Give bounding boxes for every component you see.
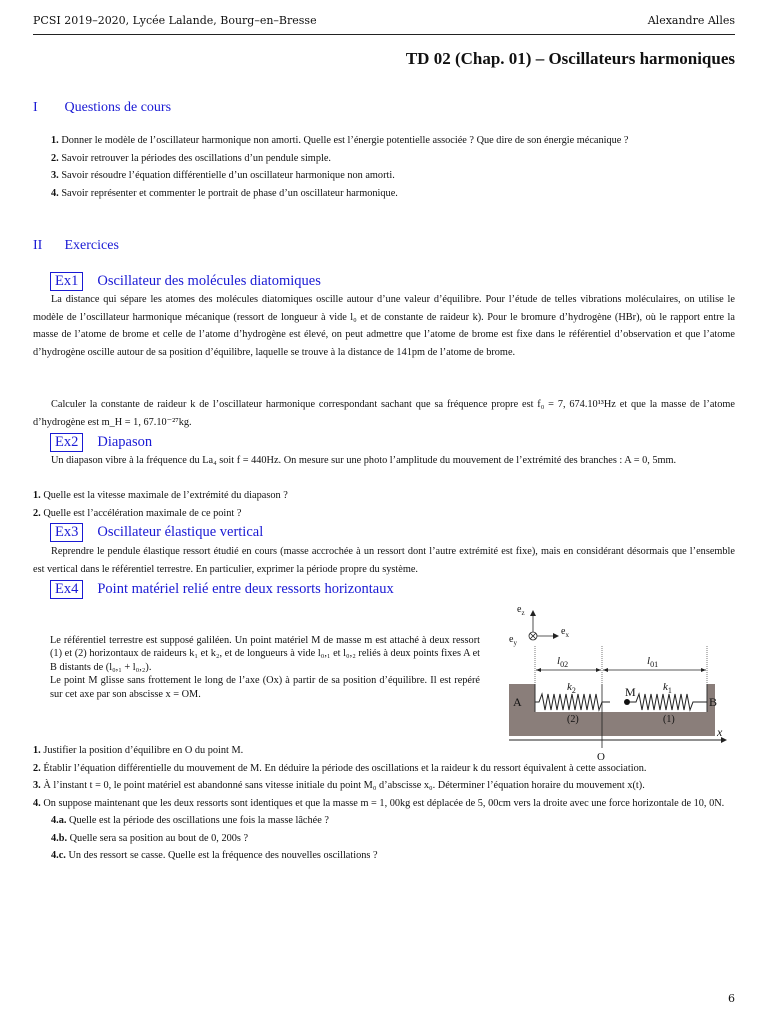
document-title: TD 02 (Chap. 01) – Oscillateurs harmoniques [405,49,735,68]
exercise-tag: Ex3 [50,523,83,542]
ex4-statement [50,634,480,701]
item-number: 3. [33,780,41,791]
item-number: 2. [51,152,59,164]
ez-label: e [517,604,522,615]
item-text: Donner le modèle de l’oscillateur harmonique non amorti. Quelle est l’énergie potentielle associée ? Que dire de son énergie mécanique ? [61,135,629,146]
question-item [33,505,735,523]
exercise-heading-ex3 [50,523,263,542]
question-item [33,777,735,795]
svg-text:k1 [663,681,672,695]
mass-point [624,699,630,705]
item-text: Quelle est l’accélération maximale de ce point ? [43,507,242,519]
ex1-statement: La distance qui sépare les atomes des molécules diatomiques oscille autour d’une valeur d’équilibre. Pour l’étude de telles vibrations moléculaires, on utilise le modèle de l’oscillateur harmonique mécanique (ressort de longueur à vide l₀ et de constante de raideur k). Pour le bromure d’hydrogène (HBr), où le rapport entre la masse de l’atome de brome et celle de l’atome d’hydrogène est élevé, on peut admettre que l’atome de brome est fixe dans le référentiel d’observation et que l’atome d’hydrogène oscille autour de sa position d’équilibre, laquelle se trouve à la distance de 141pm de l’atome de brome. [33,294,735,358]
item-text: On suppose maintenant que les deux ressorts sont identiques et que la masse m = 1, 00kg est déplacée de 5, 00cm vers la droite avec une force horizontale de 10, 0N. [43,797,725,809]
item-text: Quelle sera sa position au bout de 0, 200s ? [69,832,249,844]
exercise-title: Point matériel relié entre deux ressorts horizontaux [97,581,394,597]
exercise-tag: Ex2 [50,433,83,452]
item-number: 4.c. [51,850,66,861]
question-item [33,760,735,778]
item-number: 4. [51,187,59,199]
item-number: 2. [33,507,41,519]
ez-subscript: z [521,609,525,617]
mass-label: M [625,685,636,699]
section-heading-exercices [33,238,119,254]
item-number: 2. [33,762,41,774]
origin-label: O [597,751,605,763]
k2-label: k [567,681,572,693]
x-axis-label: x [717,725,723,739]
point-b-label: B [709,695,718,709]
svg-text:ez [517,604,525,617]
subquestion-item [33,847,735,865]
page-header [33,14,735,35]
l01-subscript: 01 [650,660,659,669]
ex4-paragraph: Le point M glisse sans frottement le long de l’axe (Ox) à partir de sa position d’équilibre. Il est repéré sur cet axe par son abscisse x = OM. [50,675,480,700]
exercise-tag: Ex4 [50,580,83,599]
page-number: 6 [728,992,735,1005]
ey-label: e [509,634,514,645]
point-a-label: A [513,695,522,709]
section-label: Questions de cours [64,100,172,115]
ex3-statement: Reprendre le pendule élastique ressort étudié en cours (masse accrochée à un ressort dont l’autre extrémité est fixe), mais en considérant désormais que l’ensemble est vertical dans le référentiel terrestre. En particulier, exprimer la période propre du système. [33,546,735,575]
item-number: 1. [33,745,41,756]
l02-subscript: 02 [560,660,569,669]
k2-subscript: 2 [571,686,576,695]
exercise-title: Oscillateur des molécules diatomiques [97,273,321,289]
exercise-title: Oscillateur élastique vertical [97,524,264,540]
item-text: Établir l’équation différentielle du mouvement de M. En déduire la période des oscillations et la raideur k du ressort équivalent à cette association. [43,762,647,774]
ex2-questions [33,487,735,522]
exercise-heading-ex4 [50,580,394,599]
cours-item [33,132,735,150]
item-text: Un des ressort se casse. Quelle est la fréquence des nouvelles oscillations ? [68,850,378,861]
ey-subscript: y [513,639,517,647]
item-number: 4. [33,797,41,809]
subquestion-item [33,830,735,848]
item-text: Quelle est la période des oscillations une fois la masse lâchée ? [69,815,329,826]
item-number: 4.a. [51,815,67,826]
exercise-heading-ex2 [50,433,152,452]
svg-text:ex [561,626,569,639]
section-heading-cours [33,100,171,116]
section-label: Exercices [64,238,119,253]
item-number: 3. [51,170,59,181]
ex4-paragraph: Le référentiel terrestre est supposé galiléen. Un point matériel M de masse m est attaché à deux ressort (1) et (2) horizontaux de raideurs k₁ et k₂, et de longueurs à vide l₀,₁ et l₀,₂ reliés à deux points fixes A et B distants de (l₀,₁ + l₀,₂). [50,635,480,673]
svg-text:k2 [567,681,576,695]
spring-2-label: (2) [567,714,579,725]
item-number: 4.b. [51,832,68,844]
cours-item [33,167,735,185]
svg-text:ey [509,634,517,647]
ex-label: e [561,626,566,637]
item-text: Justifier la position d’équilibre en O du point M. [43,745,244,756]
item-number: 1. [33,490,41,501]
exercise-heading-ex1 [50,272,321,291]
section-number: I [33,100,38,115]
item-text: Savoir représenter et commenter le portrait de phase d’un oscillateur harmonique. [61,187,398,199]
item-text: Savoir retrouver la périodes des oscillations d’un pendule simple. [61,152,331,164]
exercise-tag: Ex1 [50,272,83,291]
item-number: 1. [51,135,59,146]
cours-item [33,150,735,168]
k1-label: k [663,681,668,693]
ex4-questions [33,742,735,865]
exercise-title: Diapason [97,434,153,450]
item-text: Savoir résoudre l’équation différentielle d’un oscillateur harmonique non amorti. [61,170,395,181]
l02-label: l [557,655,561,667]
section-number: II [33,238,43,253]
cours-item [33,185,735,203]
question-item [33,742,735,760]
ex1-question: Calculer la constante de raideur k de l’oscillateur harmonique correspondant sachant que sa fréquence propre est f₀ = 7, 674.10¹³Hz et que la masse de l’atome d’hydrogène est m_H = 1, 67.10⁻²⁷kg. [33,399,735,428]
header-right: Alexandre Alles [647,14,735,27]
ex2-statement: Un diapason vibre à la fréquence du La₄ soit f = 440Hz. On mesure sur une photo l’amplitude du mouvement de l’extrémité des branches : A = 0, 5mm. [51,455,677,466]
l01-label: l [647,655,651,667]
subquestion-item [33,812,735,830]
svg-text:l01 [647,655,658,669]
item-text: À l’instant t = 0, le point matériel est abandonné sans vitesse initiale du point M₀ d’abscisse x₀. Déterminer l’équation horaire du mouvement x(t). [43,780,645,791]
item-text: Quelle est la vitesse maximale de l’extrémité du diapason ? [43,490,288,501]
k1-subscript: 1 [667,686,672,695]
spring-1-label: (1) [663,714,675,725]
cours-list [33,132,735,202]
ex-subscript: x [565,631,569,639]
question-item [33,795,735,813]
svg-text:l02 [557,655,568,669]
question-item [33,487,735,505]
header-left: PCSI 2019–2020, Lycée Lalande, Bourg–en–Bresse [33,14,317,27]
